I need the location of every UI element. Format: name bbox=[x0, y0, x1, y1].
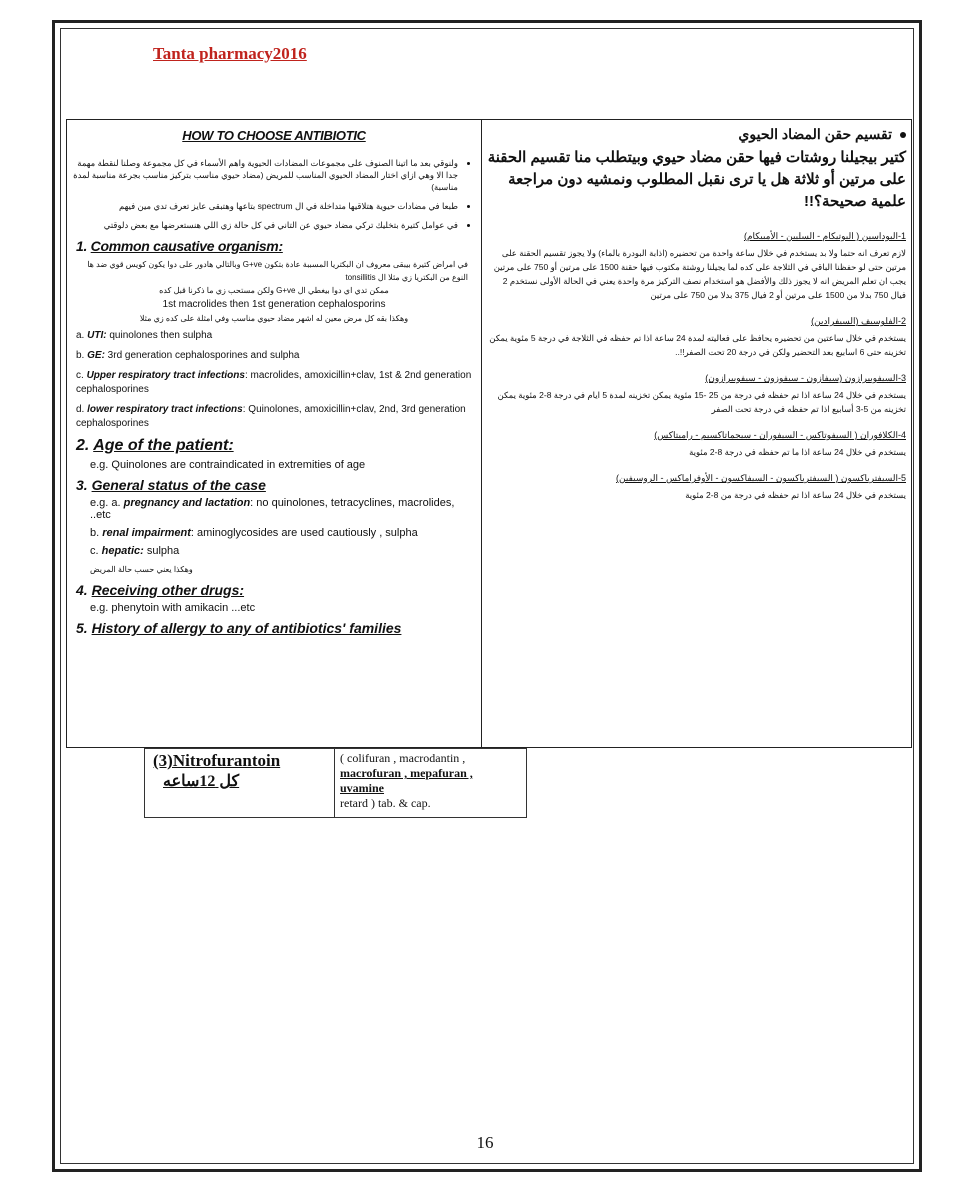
heading-allergy bbox=[76, 620, 478, 636]
heading-number: 2. bbox=[76, 437, 90, 454]
section-title-text: 2-الفلوسيف (السيفرادين) bbox=[811, 316, 906, 326]
heading-general-status bbox=[76, 477, 478, 493]
brand-line: macrofuran , mepafuran , bbox=[340, 766, 473, 780]
item-label: GE: bbox=[87, 350, 105, 361]
column-divider bbox=[481, 119, 482, 748]
heading-common-organism bbox=[76, 238, 478, 254]
injection-section-title bbox=[487, 473, 906, 484]
intro-bullet: • في عوامل كتيرة بتخليك تركي مضاد حيوي عن التاني في كل حالة زي اللي هنستعرضها مع بعض دلوقتي bbox=[70, 219, 458, 231]
item-prefix: e.g. a. bbox=[90, 497, 124, 509]
item-key: d. bbox=[76, 404, 85, 415]
injection-section-title bbox=[487, 231, 906, 242]
injection-section-title bbox=[487, 430, 906, 441]
brand-line: retard ) tab. & cap. bbox=[340, 796, 431, 810]
item-text: 3rd generation cephalosporines and sulpha bbox=[104, 350, 300, 361]
dose-frequency: كل 12ساعه bbox=[163, 773, 240, 790]
drug-name: (3)Nitrofurantoin bbox=[153, 751, 281, 770]
status-item bbox=[90, 545, 478, 557]
item-text: : Quinolones, amoxicillin+clav, 2nd, 3rd generation cephalosporines bbox=[76, 404, 466, 429]
right-heading bbox=[487, 126, 906, 143]
intro-bullet: • ولنوقي بعد ما اتينا الصنوف على مجموعات المضادات الحيوية واهم الأسماء في كل مجموعة وصلنا لنقطة مهمة جدا الا وهي ازاي اختار المضاد الحيوي المناسب للمريض (مضاد حيوي مناسب بتركيز مناسب بجرعة مناسبة لمدة مناسبة) bbox=[70, 157, 458, 193]
item-prefix: b. bbox=[90, 527, 103, 539]
right-intro: كتير بيجيلنا روشتات فيها حقن مضاد حيوي وبيتطلب منا تقسيم الحقنة على مرتين أو ثلاثة هل يا ترى نقبل المطلوب ونمشيه دون مراجعة علمية صحيحة؟!! bbox=[487, 149, 906, 210]
status-item bbox=[90, 527, 478, 539]
injection-section-text: يستخدم في خلال 24 ساعة اذا تم حفظه في درجة من 8-2 مئوية bbox=[685, 490, 906, 500]
example-text: e.g. Quinolones are contraindicated in extremities of age bbox=[90, 459, 366, 471]
section-title: HOW TO CHOOSE ANTIBIOTIC bbox=[182, 128, 366, 143]
arabic-paragraph: ممكن تدي اي دوا بيغطي ال G+ve ولكن مستحب زي ما ذكرنا قبل كده bbox=[159, 286, 389, 295]
heading-number: 5. bbox=[76, 620, 88, 636]
heading-number: 3. bbox=[76, 477, 88, 493]
arabic-paragraph: وهكذا بقه كل مرض معين له اشهر مضاد حيوي مناسب وفي امثلة على كده زي مثلا bbox=[139, 314, 409, 323]
injection-section-text: لازم تعرف انه حتما ولا بد يستخدم في خلال ساعة واحدة من تحضيره (اذابة البودرة بالماء) ولا يجوز تقسيم الحقنة على مرتين حتى لو حفظنا الباقي في الثلاجة على كده لما يجيلنا روشتة مكتوب فيها حقنة 1500 على مرتين أو 750 على مرتين يجب ان تعلم المريض انه لا يجوز ذلك والأفضل هو استخدام نصف التركيز مرة واحدة يعني في الحالة الأولى نستخدم 2 فيال 750 بدلا من 1500 على مرتين أو 2 فيال 375 بدلا من 750 على مرتين bbox=[493, 248, 906, 300]
item-prefix: c. bbox=[90, 545, 102, 557]
item-key: b. bbox=[76, 350, 85, 361]
arabic-paragraph: في امراض كتيرة بيبقى معروف ان البكتريا المسببة عادة بتكون G+ve وبالتالي هادور على دوا يكون كويس قوي ضد ها النوع من البكتريا زي مثلا ال tonsillitis bbox=[87, 260, 468, 282]
injection-section-text: يستخدم في خلال 24 ساعة اذا ما تم حفظه في درجة 8-2 مئوية bbox=[689, 447, 906, 457]
drug-name-cell bbox=[145, 749, 335, 817]
item-text: : macrolides, amoxicillin+clav, 1st & 2nd generation cephalosporines bbox=[76, 370, 472, 395]
example-text: e.g. phenytoin with amikacin ...etc bbox=[90, 602, 256, 614]
item-label: pregnancy and lactation bbox=[123, 497, 251, 509]
item-label: Upper respiratory tract infections bbox=[86, 370, 245, 381]
heading-text: General status of the case bbox=[91, 477, 266, 493]
right-heading-text: تقسيم حقن المضاد الحيوي bbox=[738, 126, 892, 142]
page-number: 16 bbox=[476, 1133, 494, 1152]
brand-line: uvamine bbox=[340, 781, 385, 795]
drug-table bbox=[144, 748, 527, 818]
centered-note: 1st macrolides then 1st generation cephalosporins bbox=[162, 299, 386, 310]
section-title-text: 4-الكلافوران ( السيفوتاكس - السيفوران - سيجماتاكسيم - راميتاكس) bbox=[654, 430, 906, 440]
list-item bbox=[76, 403, 478, 431]
heading-text: History of allergy to any of antibiotics' families bbox=[91, 620, 402, 636]
item-label: hepatic: bbox=[101, 545, 144, 557]
item-label: renal impairment bbox=[102, 527, 191, 539]
section-title-text: 5-السيفترياكسون ( السيفترياكسون - السيفاكسون - الأوفراماكس - الروسيفين) bbox=[616, 473, 906, 483]
injection-section-title bbox=[487, 316, 906, 327]
item-label: UTI: bbox=[87, 330, 107, 341]
injection-section-text: يستخدم في خلال 24 ساعة اذا تم حفظه في درجة من 25 -15 مئوية يمكن تخزينه لمدة 5 ايام في درجة 8-2 مئوية يمكن تخزينه من 5-3 أسابيع اذا تم حفظه في درجة تحت الصفر bbox=[497, 390, 906, 414]
heading-text: Common causative organism: bbox=[90, 238, 283, 254]
list-item bbox=[76, 369, 478, 397]
page-header-title: Tanta pharmacy2016 bbox=[153, 44, 307, 63]
intro-bullet: • طبعا في مضادات حيوية هتلاقيها متداخلة في ال spectrum بتاعها وهتبقى عايز تعرف تدي مين فيهم bbox=[70, 200, 458, 212]
injection-section-text: يستخدم في خلال ساعتين من تحضيره يحافظ على فعاليته لمدة 24 ساعة اذا تم حفظه في الثلاجة في درجة 5 مئوية يمكن تخزينه حتى 6 اسابيع بعد التحضير ولكن في درجة 20 تحت الصفر!!.. bbox=[489, 333, 906, 357]
intro-bullets bbox=[70, 157, 472, 231]
right-column bbox=[487, 126, 906, 516]
item-key: c. bbox=[76, 370, 84, 381]
item-text: sulpha bbox=[143, 545, 180, 557]
heading-text: Age of the patient: bbox=[93, 437, 234, 454]
injection-section-title bbox=[487, 373, 906, 384]
list-item bbox=[76, 349, 478, 363]
bullet-icon bbox=[900, 132, 906, 138]
list-item bbox=[76, 329, 478, 343]
heading-age bbox=[76, 437, 478, 455]
item-key: a. bbox=[76, 330, 85, 341]
left-column bbox=[70, 124, 478, 640]
item-text: : no quinolones, tetracyclines, macrolides, ..etc bbox=[90, 497, 455, 521]
arabic-note: وهكذا يعني حسب حالة المريض bbox=[90, 565, 193, 574]
item-text: quinolones then sulpha bbox=[106, 330, 213, 341]
heading-number: 1. bbox=[76, 238, 88, 254]
heading-other-drugs bbox=[76, 582, 478, 598]
item-label: lower respiratory tract infections bbox=[87, 404, 243, 415]
infection-list bbox=[76, 329, 478, 431]
brand-line: ( colifuran , macrodantin , bbox=[340, 751, 466, 765]
status-item bbox=[90, 497, 478, 521]
heading-number: 4. bbox=[76, 582, 88, 598]
item-text: : aminoglycosides are used cautiously , sulpha bbox=[190, 527, 418, 539]
section-title-text: 3-السيفوبيرازون (سيفازون - سيفوزون - سيفوبيرازون) bbox=[705, 373, 906, 383]
heading-text: Receiving other drugs: bbox=[91, 582, 245, 598]
section-title-text: 1-البوداسين ( البوتيكام - السليين - الأمبيكام) bbox=[743, 231, 906, 241]
brand-names-cell bbox=[340, 749, 525, 813]
